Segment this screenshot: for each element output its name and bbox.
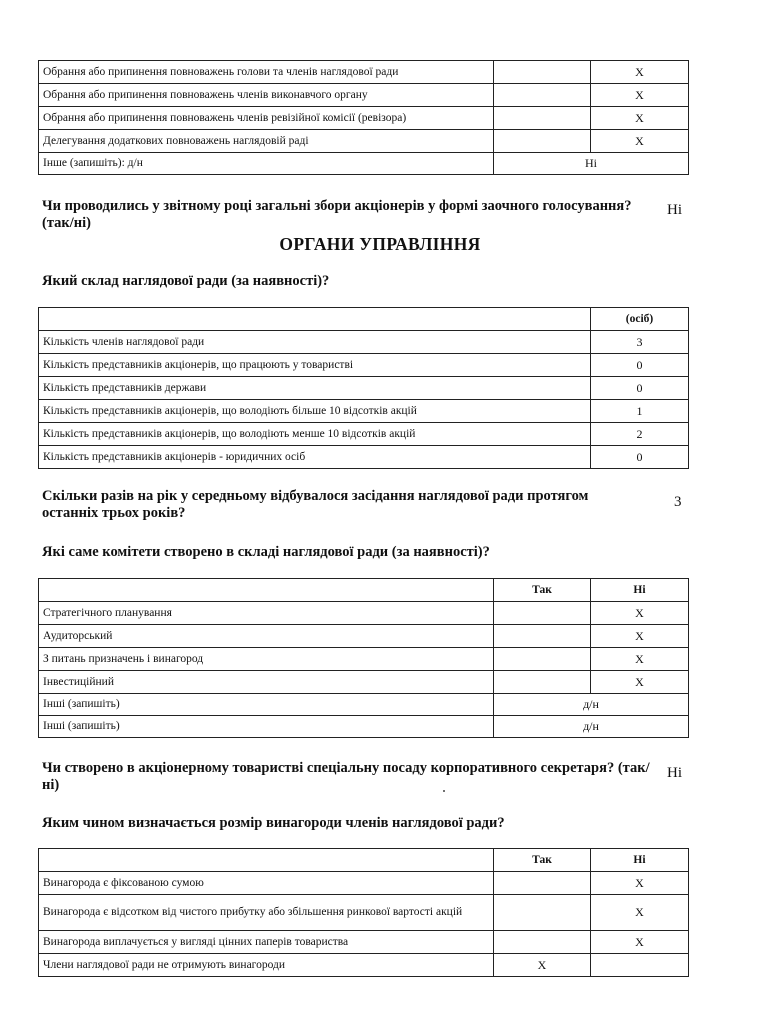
table-row (39, 602, 689, 625)
question-corporate-secretary: Чи створено в акціонерному товаристві спеціальну посаду корпоративного секретаря? (так/ні) (42, 760, 650, 793)
row-label: Кількість представників акціонерів, що володіють більше 10 відсотків акцій (39, 400, 591, 423)
row-label: Кількість представників акціонерів, що працюють у товаристві (39, 354, 591, 377)
header-no: Ні (591, 579, 689, 602)
row-label: Кількість членів наглядової ради (39, 331, 591, 354)
no-cell: X (591, 130, 689, 153)
header-no: Ні (591, 849, 689, 872)
no-cell: X (591, 107, 689, 130)
yes-cell (494, 872, 591, 895)
no-cell: X (591, 895, 689, 931)
yes-cell (494, 130, 591, 153)
answer-corporate-secretary: Ні (667, 765, 682, 781)
table-row (39, 625, 689, 648)
board-composition-table (38, 307, 689, 469)
question-board-composition: Який склад наглядової ради (за наявності)? (42, 273, 330, 289)
table-row (39, 931, 689, 954)
table-row (39, 354, 689, 377)
other-value: д/н (494, 716, 689, 738)
no-cell: X (591, 648, 689, 671)
yes-cell (494, 931, 591, 954)
powers-table (38, 60, 689, 175)
answer-absentee-voting: Ні (667, 202, 682, 218)
table-row-other (39, 153, 689, 175)
row-label: Інші (запишіть) (39, 694, 494, 716)
table-header-row (39, 579, 689, 602)
yes-cell (494, 107, 591, 130)
row-value: 2 (591, 423, 689, 446)
question-absentee-voting: Чи проводились у звітному році загальні збори акціонерів у формі заочного голосування? (так/ні) (42, 198, 632, 231)
row-label: Аудиторський (39, 625, 494, 648)
row-label: Кількість представників акціонерів, що володіють менше 10 відсотків акцій (39, 423, 591, 446)
row-value: 3 (591, 331, 689, 354)
row-label: Кількість представників акціонерів - юридичних осіб (39, 446, 591, 469)
question-committees: Які саме комітети створено в складі наглядової ради (за наявності)? (42, 544, 490, 560)
question-remuneration: Яким чином визначається розмір винагороди членів наглядової ради? (42, 815, 505, 831)
row-label: Винагорода є фіксованою сумою (39, 872, 494, 895)
header-empty (39, 308, 591, 331)
no-cell: X (591, 671, 689, 694)
row-label: Винагорода виплачується у вигляді цінних паперів товариства (39, 931, 494, 954)
row-label: Інше (запишіть): д/н (39, 153, 494, 175)
table-row-other (39, 716, 689, 738)
table-row (39, 423, 689, 446)
row-value: 0 (591, 377, 689, 400)
row-value: 1 (591, 400, 689, 423)
yes-cell: X (494, 954, 591, 977)
question-meetings: Скільки разів на рік у середньому відбувалося засідання наглядової ради протягом останніх трьох років? (42, 488, 589, 521)
table-row (39, 377, 689, 400)
row-label: Винагорода є відсотком від чистого прибутку або збільшення ринкової вартості акцій (39, 895, 494, 931)
table-row (39, 954, 689, 977)
table-row-other (39, 694, 689, 716)
section-title: ОРГАНИ УПРАВЛІННЯ (279, 234, 481, 254)
row-value: 0 (591, 446, 689, 469)
row-label: Обрання або припинення повноважень членів виконавчого органу (39, 84, 494, 107)
table-row (39, 107, 689, 130)
table-row (39, 61, 689, 84)
header-unit: (осіб) (591, 308, 689, 331)
table-header-row (39, 849, 689, 872)
row-label: Кількість представників держави (39, 377, 591, 400)
table-row (39, 84, 689, 107)
no-cell: X (591, 602, 689, 625)
row-label: Обрання або припинення повноважень членів ревізійної комісії (ревізора) (39, 107, 494, 130)
answer-meetings: 3 (674, 494, 682, 510)
no-cell: X (591, 84, 689, 107)
row-label: Інші (запишіть) (39, 716, 494, 738)
yes-cell (494, 648, 591, 671)
committees-table (38, 578, 689, 738)
header-empty (39, 849, 494, 872)
table-row (39, 872, 689, 895)
yes-cell (494, 671, 591, 694)
no-cell: X (591, 872, 689, 895)
row-label: Члени наглядової ради не отримують винагороди (39, 954, 494, 977)
no-cell: X (591, 931, 689, 954)
table-row (39, 895, 689, 931)
other-value: Ні (494, 153, 689, 175)
table-row (39, 446, 689, 469)
table-row (39, 130, 689, 153)
no-cell (591, 954, 689, 977)
row-label: З питань призначень і винагород (39, 648, 494, 671)
header-empty (39, 579, 494, 602)
other-value: д/н (494, 694, 689, 716)
row-label: Інвестиційний (39, 671, 494, 694)
table-row (39, 400, 689, 423)
yes-cell (494, 84, 591, 107)
no-cell: X (591, 625, 689, 648)
row-value: 0 (591, 354, 689, 377)
row-label: Делегування додаткових повноважень наглядовій раді (39, 130, 494, 153)
table-row (39, 671, 689, 694)
remuneration-table (38, 848, 689, 977)
row-label: Стратегічного планування (39, 602, 494, 625)
row-label: Обрання або припинення повноважень голови та членів наглядової ради (39, 61, 494, 84)
yes-cell (494, 602, 591, 625)
header-yes: Так (494, 579, 591, 602)
header-yes: Так (494, 849, 591, 872)
table-header-row (39, 308, 689, 331)
yes-cell (494, 61, 591, 84)
yes-cell (494, 895, 591, 931)
yes-cell (494, 625, 591, 648)
scan-speck (443, 790, 445, 792)
table-row (39, 331, 689, 354)
table-row (39, 648, 689, 671)
no-cell: X (591, 61, 689, 84)
